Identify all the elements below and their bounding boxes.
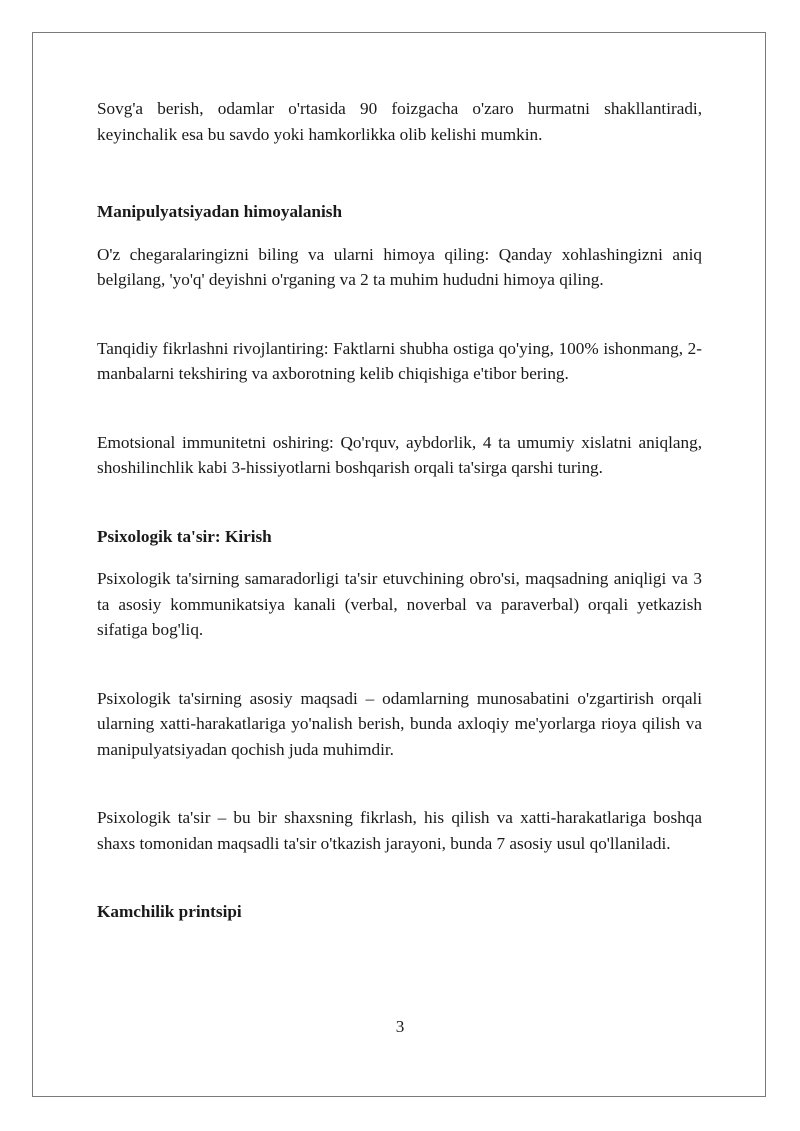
document-body — [97, 96, 702, 925]
paragraph-definition: Psixologik ta'sir – bu bir shaxsning fikrlash, his qilish va xatti-harakatlariga boshqa shaxs tomonidan maqsadli ta'sir o'tkazish jarayoni, bunda 7 asosiy usul qo'llaniladi. — [97, 808, 702, 853]
paragraph-gift-respect: Sovg'a berish, odamlar o'rtasida 90 foizgacha o'zaro hurmatni shakllantiradi, keyinchalik esa bu savdo yoki hamkorlikka olib kelishi mumkin. — [97, 99, 702, 144]
paragraph-main-goal: Psixologik ta'sirning asosiy maqsadi – odamlarning munosabatini o'zgartirish orqali ularning xatti-harakatlariga yo'nalish berish, bunda axloqiy me'yorlarga rioya qilish va manipulyatsiyadan qochish juda muhimdir. — [97, 688, 702, 759]
paragraph-boundaries: O'z chegaralaringizni biling va ularni himoya qiling: Qanday xohlashingizni aniq belgilang, 'yo'q' deyishni o'rganing va 2 ta muhim hududni himoya qiling. — [97, 244, 702, 289]
heading-psychological-influence-intro: Psixologik ta'sir: Kirish — [97, 526, 272, 546]
paragraph-effectiveness: Psixologik ta'sirning samaradorligi ta'sir etuvchining obro'si, maqsadning aniqligi va 3 ta asosiy kommunikatsiya kanali (verbal, noverbal va paraverbal) orqali yetkazish sifatiga bog'liq. — [97, 569, 702, 639]
heading-scarcity-principle: Kamchilik printsipi — [97, 902, 242, 921]
paragraph-emotional-immunity: Emotsional immunitetni oshiring: Qo'rquv, aybdorlik, 4 ta umumiy xislatni aniqlang, shoshilinchlik kabi 3-hissiyotlarni boshqarish orqali ta'sirga qarshi turing. — [97, 432, 702, 477]
page-number: 3 — [395, 1017, 405, 1036]
paragraph-critical-thinking: Tanqidiy fikrlashni rivojlantiring: Faktlarni shubha ostiga qo'ying, 100% ishonmang, 2-manbalarni tekshiring va axborotning kelib chiqishiga e'tibor bering. — [97, 338, 702, 383]
heading-manipulation-protection: Manipulyatsiyadan himoyalanish — [97, 202, 342, 221]
